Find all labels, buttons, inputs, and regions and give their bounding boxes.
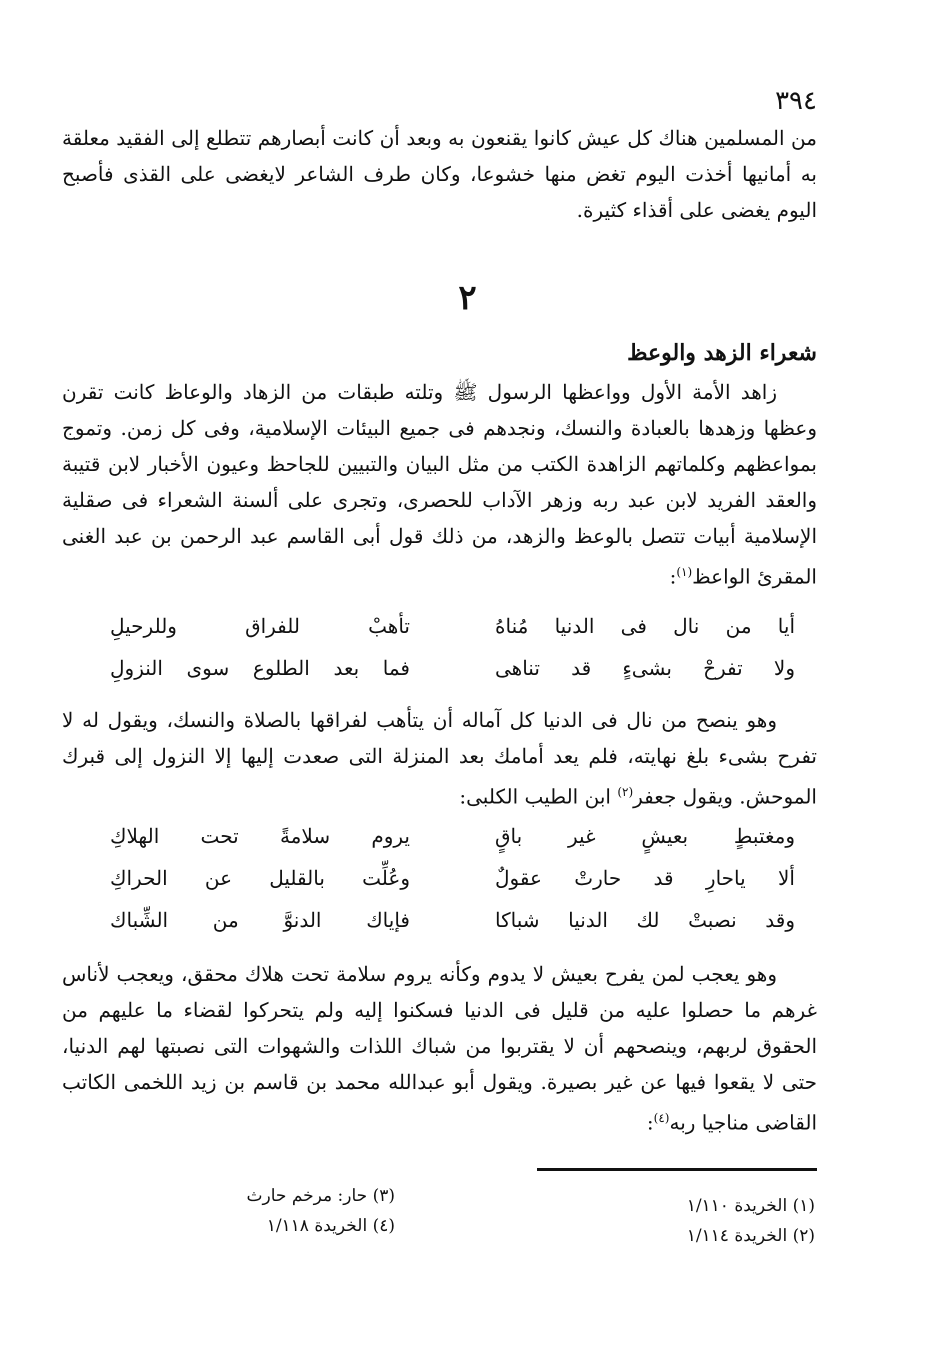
verse-first-hemistich: ألا ياحارِ قد حارتْ عقولٌ xyxy=(495,866,795,890)
intro-text: من المسلمين هناك كل عيش كانوا يقنعون به وبعد أن كانت أبصارهم تتطلع إلى الفقيد معلقة به أمانيها أخذت اليوم تغض منها خشوعا، وكان طرف الشاعر لايغضى على القذى فأصبح اليوم يغضى على أقذاء كثيرة. xyxy=(62,126,818,222)
paragraph-1-end: : xyxy=(669,564,677,589)
footnote-ref-2: (٢) xyxy=(617,785,634,799)
footnote-3: (٣) حار: مرخم حارث xyxy=(246,1186,395,1206)
verse-first-hemistich: وقد نصبتْ لك الدنيا شباكا xyxy=(495,908,795,932)
verse-first-hemistich: ومغتبطٍ بعيشٍ غير باقٍ xyxy=(495,824,795,848)
paragraph-2-text xyxy=(62,702,817,815)
footnote-ref-1: (١) xyxy=(676,565,693,579)
paragraph-2 xyxy=(62,702,817,815)
intro-paragraph xyxy=(62,120,817,228)
paragraph-1 xyxy=(62,374,817,595)
paragraph-1-body: زاهد الأمة الأول وواعظها الرسول ﷺ وتلته طبقات من الزهاد والوعاظ كانت تقرن وعظها وزهدها بالعبادة والنسك، ونجدهم فى جميع البيئات الإسلامية، وفى كل زمن. وتموج بمواعظهم وكلماتهم الزاهدة الكتب من مثل البيان والتبيين للجاحظ وعيون الأخبار لابن قتيبة والعقد الفريد لابن عبد ربه وزهر الآداب للحصرى، وتجرى على ألسنة الشعراء فى صقلية الإسلامية أبيات تتصل بالوعظ والزهد، من ذلك قول أبى القاسم عبد الرحمن بن عبد الغنى المقرئ الواعظ xyxy=(62,380,817,589)
verse-line xyxy=(80,904,795,944)
verse-line xyxy=(80,862,795,902)
paragraph-2-end: ابن الطيب الكلبى: xyxy=(459,784,618,809)
verse-second-hemistich: تأهبْ للفراق وللرحيلِ xyxy=(110,614,410,638)
paragraph-3-end: : xyxy=(646,1110,654,1135)
footnote-ref-4: (٤) xyxy=(653,1111,670,1125)
verse-first-hemistich: ولا تفرحْ بشىءٍ قد تناهى xyxy=(495,656,795,680)
verse-first-hemistich: أيا من نال فى الدنيا مُناهُ xyxy=(495,614,795,638)
verse-line xyxy=(80,820,795,860)
verse-second-hemistich: يروم سلامةً تحت الهلاكِ xyxy=(110,824,410,848)
verse-line xyxy=(80,652,795,692)
paragraph-2-body: وهو ينصح من نال فى الدنيا كل آماله أن يتأهب لفراقها بالصلاة والنسك، ويقول له لا تفرح بشىء بلغ نهايته، فلم يعد أمامك بعد المنزلة التى صعدت إليها إلا النزول إلى قبرك الموحش. ويقول جعفر xyxy=(62,708,817,809)
section-number: ٢ xyxy=(458,278,477,318)
verse-line xyxy=(80,610,795,650)
paragraph-1-text xyxy=(62,374,817,595)
footnote-2: (٢) الخريدة ١/١١٤ xyxy=(686,1226,815,1246)
paragraph-3-text xyxy=(62,956,817,1141)
verse-second-hemistich: فما بعد الطلوع سوى النزولِ xyxy=(110,656,410,680)
footnote-1: (١) الخريدة ١/١١٠ xyxy=(686,1196,815,1216)
footnote-divider xyxy=(537,1168,817,1171)
verse-second-hemistich: وعُلِّت بالقليل عن الحراكِ xyxy=(110,866,410,890)
page-number: ٣٩٤ xyxy=(775,86,817,116)
footnote-4: (٤) الخريدة ١/١١٨ xyxy=(266,1216,395,1236)
paragraph-3 xyxy=(62,956,817,1141)
verse-second-hemistich: فإياك الدنوَّ من الشِّباك xyxy=(110,908,410,932)
paragraph-3-body: وهو يعجب لمن يفرح بعيش لا يدوم وكأنه يروم سلامة تحت هلاك محقق، ويعجب لأناس غرهم ما حصلوا عليه من قليل فى الدنيا فسكنوا إليه ولم يتحركوا لقضاء ما عليهم من الحقوق لربهم، وينصحهم أن لا يقتربوا من شباك اللذات والشهوات التى نصبتها لهم الدنيا، حتى لا يقعوا فيها عن غير بصيرة. ويقول أبو عبدالله محمد بن قاسم بن زيد اللخمى الكاتب القاضى مناجيا ربه xyxy=(62,962,818,1135)
section-heading: شعراء الزهد والوعظ xyxy=(627,340,817,366)
